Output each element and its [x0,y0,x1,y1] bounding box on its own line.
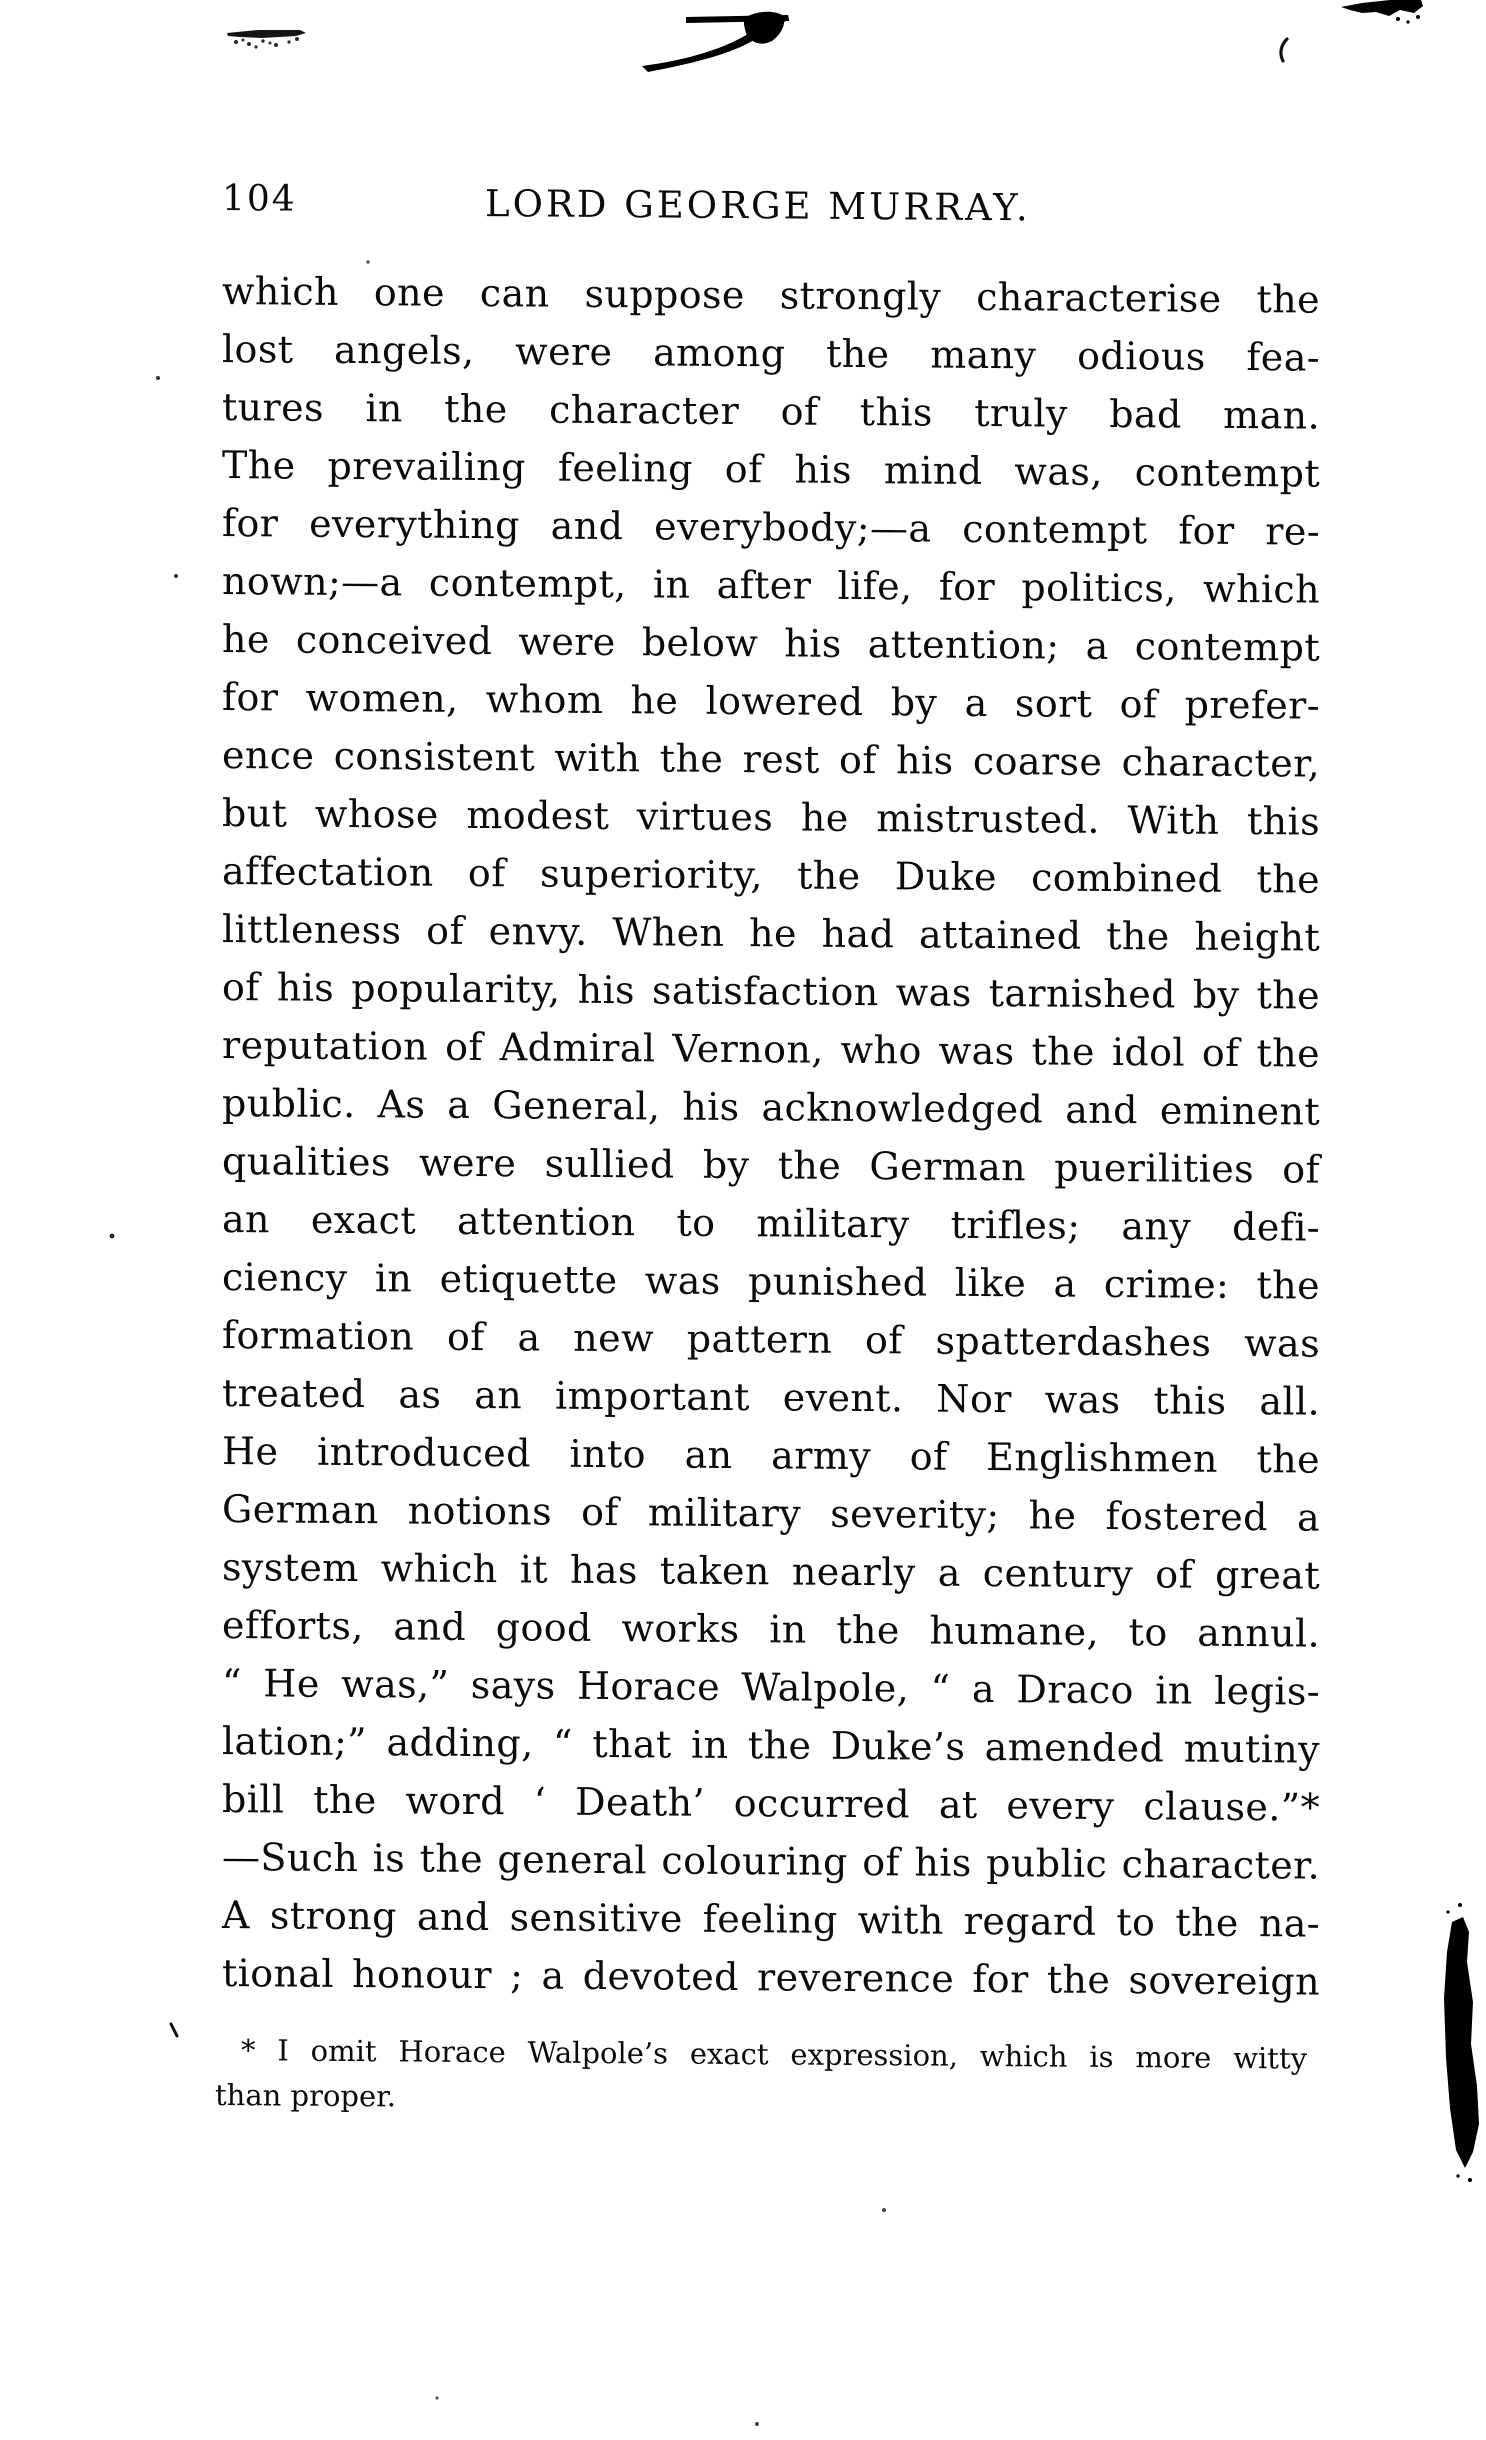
body-line: tures in the character of this truly bad man. [222,385,1320,438]
smudge-specks [234,37,299,49]
body-line: but whose modest virtues he mistrusted. With this [222,791,1320,844]
body-line: an exact attention to military trifles; any defi- [222,1197,1320,1250]
text-block [215,178,1320,2127]
footnote-line: * I omit Horace Walpole’s exact expression, which is more witty [241,2033,1307,2076]
body-line: “ He was,” says Horace Walpole, “ a Draco in legis- [222,1661,1320,1714]
body-line: He introduced into an army of Englishmen the [222,1429,1320,1482]
body-line: littleness of envy. When he had attained the height [222,907,1320,960]
body-line: system which it has taken nearly a century of great [222,1545,1320,1598]
footnote [215,2028,1307,2127]
body-text [222,262,1320,2011]
body-line: bill the word ‘ Death’ occurred at every clause.”* [222,1777,1320,1830]
footnote-line: than proper. [215,2077,397,2114]
body-line: tional honour ; a devoted reverence for the sovereign [222,1951,1320,2004]
body-line: lation;” adding, “ that in the Duke’s amended mutiny [222,1719,1320,1772]
body-line: which one can suppose strongly characterise the [222,269,1320,322]
body-line: affectation of superiority, the Duke combined the [222,849,1320,902]
body-line: treated as an important event. Nor was this all. [222,1371,1320,1424]
body-line: A strong and sensitive feeling with regard to the na- [222,1893,1320,1946]
smudge-artifact-top-left [227,30,306,38]
body-line: efforts, and good works in the humane, to annul. [222,1603,1320,1656]
body-line: —Such is the general colouring of his public character. [222,1835,1320,1888]
body-line: for everything and everybody;—a contempt for re- [222,501,1320,554]
body-line: of his popularity, his satisfaction was tarnished by the [222,965,1320,1018]
body-line: public. As a General, his acknowledged and eminent [222,1081,1320,1134]
body-line: for women, whom he lowered by a sort of prefer- [222,675,1320,728]
page-number: 104 [222,178,297,220]
page-header [222,178,1320,230]
stray-tick-mark [171,2024,177,2036]
body-line: ence consistent with the rest of his coarse character, [222,733,1320,786]
blot-artifact-top-right [1341,0,1423,24]
blot-artifact-right-edge [1444,1903,1479,2182]
ink-swoosh-artifact [642,12,789,72]
body-line: qualities were sullied by the German puerilities of [222,1139,1320,1192]
stray-bracket-mark [1281,39,1287,61]
body-line: ciency in etiquette was punished like a crime: the [222,1255,1320,1308]
body-line: he conceived were below his attention; a contempt [222,617,1320,670]
running-title: LORD GEORGE MURRAY. [485,182,1031,230]
body-line: formation of a new pattern of spatterdashes was [222,1313,1320,1366]
body-line: The prevailing feeling of his mind was, contempt [222,443,1320,496]
body-line: lost angels, were among the many odious fea- [222,327,1320,380]
body-line: nown;—a contempt, in after life, for politics, which [222,559,1320,612]
body-line: reputation of Admiral Vernon, who was the idol of the [222,1023,1320,1076]
body-line: German notions of military severity; he fostered a [222,1487,1320,1540]
